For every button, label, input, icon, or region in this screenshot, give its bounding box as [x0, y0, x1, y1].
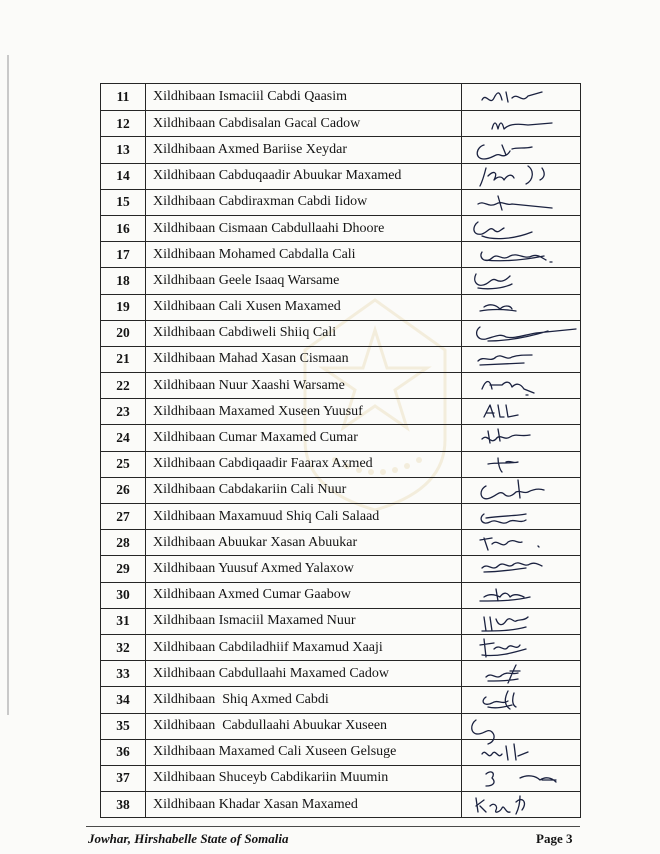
member-name: Xildhibaan Cabdiqaadir Faarax Axmed — [146, 452, 462, 477]
signature-cell — [462, 609, 580, 634]
signature-cell — [462, 687, 580, 712]
signature-cell — [462, 714, 580, 739]
table-row — [101, 346, 580, 372]
signature-cell — [462, 137, 580, 162]
signature-cell — [462, 321, 580, 346]
signature-cell — [462, 556, 580, 581]
table-row — [101, 267, 580, 293]
table-row — [101, 372, 580, 398]
handwritten-signature — [462, 82, 580, 112]
table-row — [101, 320, 580, 346]
row-number: 28 — [101, 530, 146, 555]
table-row — [101, 791, 580, 817]
row-number: 11 — [101, 84, 146, 110]
table-row — [101, 739, 580, 765]
table-row — [101, 110, 580, 136]
member-name: Xildhibaan Cali Xusen Maxamed — [146, 295, 462, 320]
member-name: Xildhibaan Cabdullaahi Maxamed Cadow — [146, 661, 462, 686]
member-name: Xildhibaan Nuur Xaashi Warsame — [146, 373, 462, 398]
table-row — [101, 136, 580, 162]
member-name: Xildhibaan Ismaciil Cabdi Qaasim — [146, 84, 462, 110]
signature-cell — [462, 740, 580, 765]
table-row — [101, 163, 580, 189]
row-number: 35 — [101, 714, 146, 739]
row-number: 29 — [101, 556, 146, 581]
signature-cell — [462, 164, 580, 189]
row-number: 31 — [101, 609, 146, 634]
member-name: Xildhibaan Cabdakariin Cali Nuur — [146, 478, 462, 503]
table-row — [101, 84, 580, 110]
signature-cell — [462, 583, 580, 608]
member-name: Xildhibaan Cabduqaadir Abuukar Maxamed — [146, 164, 462, 189]
member-name: Xildhibaan Maxamed Cali Xuseen Gelsuge — [146, 740, 462, 765]
row-number: 34 — [101, 687, 146, 712]
signature-cell — [462, 347, 580, 372]
table-row — [101, 503, 580, 529]
member-name: Xildhibaan Cabdiraxman Cabdi Iidow — [146, 190, 462, 215]
table-row — [101, 241, 580, 267]
row-number: 37 — [101, 766, 146, 791]
row-number: 22 — [101, 373, 146, 398]
table-row — [101, 215, 580, 241]
member-name: Xildhibaan Mahad Xasan Cismaan — [146, 347, 462, 372]
row-number: 18 — [101, 268, 146, 293]
signature-cell — [462, 425, 580, 450]
member-name: Xildhibaan Shuceyb Cabdikariin Muumin — [146, 766, 462, 791]
row-number: 32 — [101, 635, 146, 660]
signature-cell — [462, 661, 580, 686]
member-name: Xildhibaan Cismaan Cabdullaahi Dhoore — [146, 216, 462, 241]
signature-cell — [462, 216, 580, 241]
member-name: Xildhibaan Abuukar Xasan Abuukar — [146, 530, 462, 555]
table-row — [101, 398, 580, 424]
table-row — [101, 424, 580, 450]
member-name: Xildhibaan Geele Isaaq Warsame — [146, 268, 462, 293]
signature-cell — [462, 452, 580, 477]
row-number: 38 — [101, 792, 146, 817]
member-name: Xildhibaan Yuusuf Axmed Yalaxow — [146, 556, 462, 581]
member-name: Xildhibaan Maxamed Xuseen Yuusuf — [146, 399, 462, 424]
row-number: 13 — [101, 137, 146, 162]
row-number: 14 — [101, 164, 146, 189]
row-number: 12 — [101, 111, 146, 136]
member-name: Xildhibaan Cabdiladhiif Maxamud Xaaji — [146, 635, 462, 660]
member-name: Xildhibaan Shiq Axmed Cabdi — [146, 687, 462, 712]
table-row — [101, 529, 580, 555]
signature-cell — [462, 530, 580, 555]
signature-cell — [462, 111, 580, 136]
table-row — [101, 713, 580, 739]
signature-cell — [462, 635, 580, 660]
member-name: Xildhibaan Mohamed Cabdalla Cali — [146, 242, 462, 267]
signature-cell — [462, 190, 580, 215]
signature-cell — [462, 295, 580, 320]
row-number: 21 — [101, 347, 146, 372]
row-number: 16 — [101, 216, 146, 241]
member-name: Xildhibaan Cabdisalan Gacal Cadow — [146, 111, 462, 136]
table-row — [101, 686, 580, 712]
row-number: 33 — [101, 661, 146, 686]
member-name: Xildhibaan Axmed Cumar Gaabow — [146, 583, 462, 608]
row-number: 23 — [101, 399, 146, 424]
row-number: 20 — [101, 321, 146, 346]
member-name: Xildhibaan Maxamuud Shiq Cali Salaad — [146, 504, 462, 529]
table-row — [101, 634, 580, 660]
row-number: 15 — [101, 190, 146, 215]
row-number: 17 — [101, 242, 146, 267]
signature-cell — [462, 373, 580, 398]
table-row — [101, 608, 580, 634]
roster-table — [100, 83, 581, 818]
row-number: 27 — [101, 504, 146, 529]
member-name: Xildhibaan Cabdullaahi Abuukar Xuseen — [146, 714, 462, 739]
scan-edge — [7, 55, 9, 715]
footer-location: Jowhar, Hirshabelle State of Somalia — [88, 831, 289, 846]
signature-cell — [462, 504, 580, 529]
table-row — [101, 477, 580, 503]
row-number: 19 — [101, 295, 146, 320]
member-name: Xildhibaan Cabdiweli Shiiq Cali — [146, 321, 462, 346]
member-name: Xildhibaan Ismaciil Maxamed Nuur — [146, 609, 462, 634]
table-row — [101, 555, 580, 581]
table-row — [101, 189, 580, 215]
table-row — [101, 451, 580, 477]
row-number: 26 — [101, 478, 146, 503]
row-number: 30 — [101, 583, 146, 608]
row-number: 25 — [101, 452, 146, 477]
table-row — [101, 660, 580, 686]
member-name: Xildhibaan Cumar Maxamed Cumar — [146, 425, 462, 450]
page-number: Page 3 — [536, 831, 573, 846]
signature-cell — [462, 792, 580, 817]
table-row — [101, 582, 580, 608]
signature-cell — [462, 399, 580, 424]
table-row — [101, 765, 580, 791]
handwritten-signature — [462, 790, 580, 820]
member-name: Xildhibaan Axmed Bariise Xeydar — [146, 137, 462, 162]
signature-cell — [462, 242, 580, 267]
row-number: 24 — [101, 425, 146, 450]
signature-cell — [462, 268, 580, 293]
member-name: Xildhibaan Khadar Xasan Maxamed — [146, 792, 462, 817]
footer-rule — [86, 826, 580, 827]
table-row — [101, 294, 580, 320]
signature-cell — [462, 478, 580, 503]
row-number: 36 — [101, 740, 146, 765]
signature-cell — [462, 766, 580, 791]
signature-cell — [462, 84, 580, 110]
